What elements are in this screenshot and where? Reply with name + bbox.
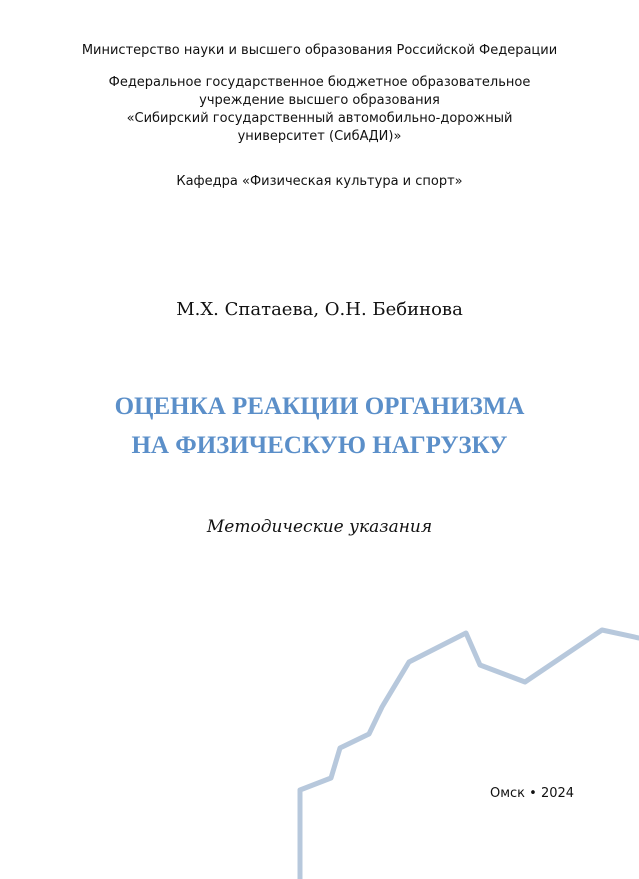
university-name [0, 74, 639, 146]
university-line: университет (СибАДИ)» [237, 129, 402, 144]
university-line: Федеральное государственное бюджетное образовательное [108, 75, 531, 90]
document-title [0, 387, 639, 465]
university-line: «Сибирский государственный автомобильно-дорожный [126, 111, 513, 126]
authors: М.Х. Спатаева, О.Н. Бебинова [176, 299, 463, 320]
title-line: ОЦЕНКА РЕАКЦИИ ОРГАНИЗМА [114, 393, 525, 420]
university-line: учреждение высшего образования [199, 93, 440, 108]
department-name: Кафедра «Физическая культура и спорт» [176, 174, 463, 189]
ministry-name: Министерство науки и высшего образования Российской Федерации [81, 43, 558, 58]
city-year: Омск • 2024 [490, 786, 575, 801]
document-subtitle: Методические указания [206, 517, 433, 537]
title-line: НА ФИЗИЧЕСКУЮ НАГРУЗКУ [131, 432, 508, 459]
